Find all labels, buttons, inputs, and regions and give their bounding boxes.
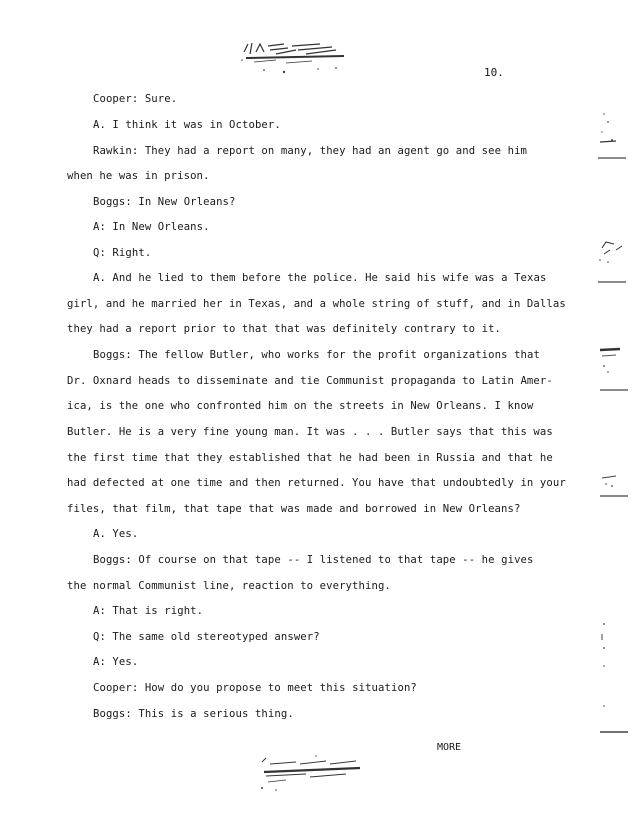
transcript-line: the first time that they established that he had been in Russia and that he [67, 452, 553, 464]
margin-scan-mark [596, 108, 626, 163]
margin-scan-mark [598, 620, 628, 740]
transcript-line: files, that film, that tape that was made and borrowed in New Orleans? [67, 503, 521, 515]
transcript-line: Cooper: Sure. [93, 93, 178, 105]
transcript-line: had defected at one time and then returned. You have that undoubtedly in your [67, 477, 566, 489]
transcript-line: Butler. He is a very fine young man. It was . . . Butler says that this was [67, 426, 553, 438]
transcript-line: A. Yes. [93, 528, 139, 540]
transcript-line: Dr. Oxnard heads to disseminate and tie Communist propaganda to Latin Amer- [67, 375, 553, 387]
margin-scan-mark [598, 470, 628, 500]
margin-scan-mark [598, 344, 628, 394]
transcript-line: Q: The same old stereotyped answer? [93, 631, 320, 643]
bottom-classification-stamp [256, 752, 366, 794]
transcript-line: the normal Communist line, reaction to everything. [67, 580, 391, 592]
more-continuation-label: MORE [437, 742, 462, 753]
transcript-line: Cooper: How do you propose to meet this situation? [93, 682, 417, 694]
transcript-line: Rawkin: They had a report on many, they had an agent go and see him [93, 145, 528, 157]
top-classification-stamp [236, 38, 356, 78]
transcript-line: A. I think it was in October. [93, 119, 281, 131]
transcript-line: they had a report prior to that that was definitely contrary to it. [67, 323, 502, 335]
transcript-line: Boggs: This is a serious thing. [93, 708, 294, 720]
page-number: 10. [484, 66, 504, 79]
transcript-line: Boggs: The fellow Butler, who works for the profit organizations that [93, 349, 540, 361]
margin-scan-mark [596, 236, 626, 286]
transcript-line: Boggs: In New Orleans? [93, 196, 236, 208]
transcript-line: A: Yes. [93, 656, 139, 668]
transcript-line: Q: Right. [93, 247, 152, 259]
transcript-line: A. And he lied to them before the police. He said his wife was a Texas [93, 272, 547, 284]
transcript-line: A: That is right. [93, 605, 204, 617]
transcript-line: Boggs: Of course on that tape -- I listened to that tape -- he gives [93, 554, 534, 566]
transcript-line: ica, is the one who confronted him on the streets in New Orleans. I know [67, 400, 534, 412]
transcript-line: A: In New Orleans. [93, 221, 210, 233]
transcript-line: girl, and he married her in Texas, and a whole string of stuff, and in Dallas [67, 298, 566, 310]
transcript-line: when he was in prison. [67, 170, 210, 182]
